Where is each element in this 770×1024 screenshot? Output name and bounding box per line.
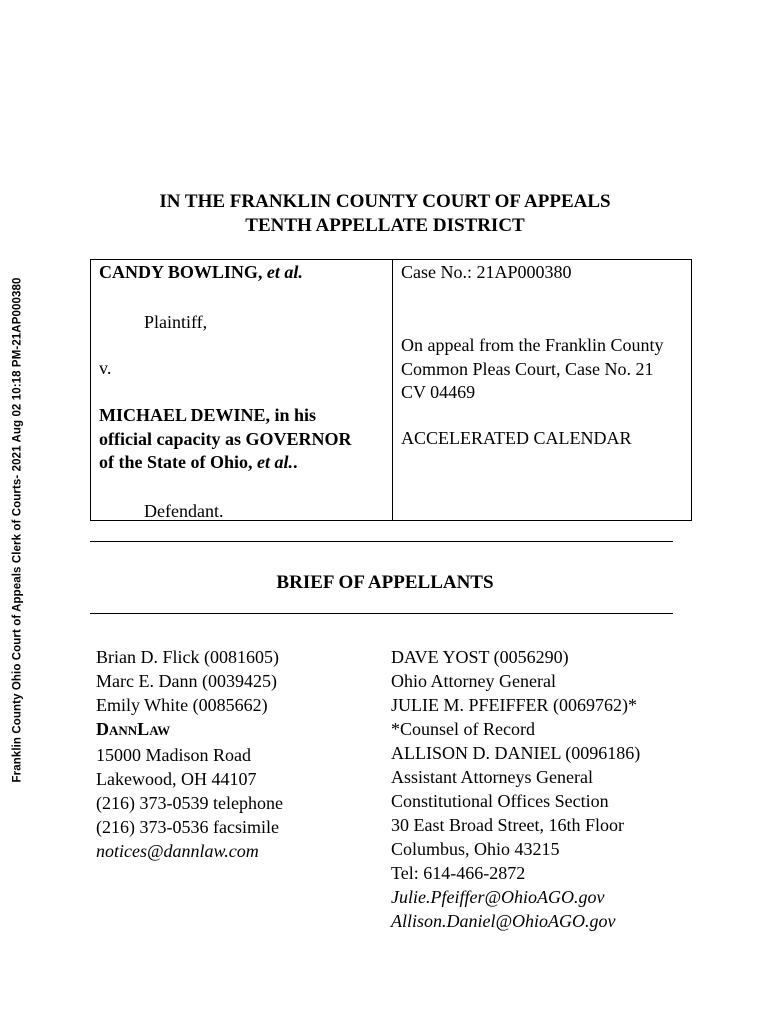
counsel-line: Emily White (0085662) xyxy=(96,695,268,715)
appellee-counsel-block xyxy=(391,645,640,933)
counsel-line: Marc E. Dann (0039425) xyxy=(96,671,277,691)
district-name: TENTH APPELLATE DISTRICT xyxy=(245,215,525,236)
caption-case-info xyxy=(393,260,691,520)
fax-line: (216) 373-0536 facsimile xyxy=(96,817,279,837)
case-caption-box xyxy=(90,259,692,521)
address-line: 15000 Madison Road xyxy=(96,745,251,765)
address-line: Lakewood, OH 44107 xyxy=(96,769,257,789)
appellee-email: Julie.Pfeiffer@OhioAGO.gov xyxy=(391,887,605,907)
counsel-line: Assistant Attorneys General xyxy=(391,767,593,787)
appellee-email: Allison.Daniel@OhioAGO.gov xyxy=(391,911,616,931)
counsel-line: Brian D. Flick (0081605) xyxy=(96,647,279,667)
counsel-line: ALLISON D. DANIEL (0096186) xyxy=(391,743,641,763)
caption-parties xyxy=(91,260,393,520)
counsel-line: JULIE M. PFEIFFER (0069762)* xyxy=(391,695,638,715)
counsel-line: *Counsel of Record xyxy=(391,719,535,739)
clerk-filing-stamp xyxy=(6,250,28,810)
phone-line: (216) 373-0539 telephone xyxy=(96,793,283,813)
separator-rule-bottom xyxy=(90,613,673,614)
address-line: 30 East Broad Street, 16th Floor xyxy=(391,815,624,835)
law-firm-name: DANNLAW xyxy=(96,719,171,739)
court-name: IN THE FRANKLIN COUNTY COURT OF APPEALS xyxy=(159,191,611,212)
appeal-origin: On appeal from the Franklin County Common Pleas Court, Case No. 21 CV 04469 xyxy=(401,335,664,402)
defendant-name: MICHAEL DEWINE, in his official capacity as GOVERNOR of the State of Ohio, et al.. xyxy=(99,405,352,472)
counsel-line: Ohio Attorney General xyxy=(391,671,556,691)
phone-line: Tel: 614-466-2872 xyxy=(391,863,526,883)
brief-title: BRIEF OF APPELLANTS xyxy=(276,572,494,593)
plaintiff-role: Plaintiff, xyxy=(144,312,208,332)
clerk-filing-stamp-text: Franklin County Ohio Court of Appeals Clerk of Courts- 2021 Aug 02 10:18 PM-21AP000380 xyxy=(11,277,23,783)
appellant-counsel-block xyxy=(96,645,283,863)
appellant-email: notices@dannlaw.com xyxy=(96,841,259,861)
defendant-role: Defendant. xyxy=(144,501,224,521)
calendar-type: ACCELERATED CALENDAR xyxy=(401,428,632,448)
case-number: Case No.: 21AP000380 xyxy=(401,262,572,282)
separator-rule-top xyxy=(90,541,673,542)
court-header xyxy=(0,190,770,238)
versus: v. xyxy=(99,358,112,378)
plaintiff-name: CANDY BOWLING, et al. xyxy=(99,262,303,282)
counsel-line: Constitutional Offices Section xyxy=(391,791,609,811)
address-line: Columbus, Ohio 43215 xyxy=(391,839,560,859)
counsel-line: DAVE YOST (0056290) xyxy=(391,647,569,667)
